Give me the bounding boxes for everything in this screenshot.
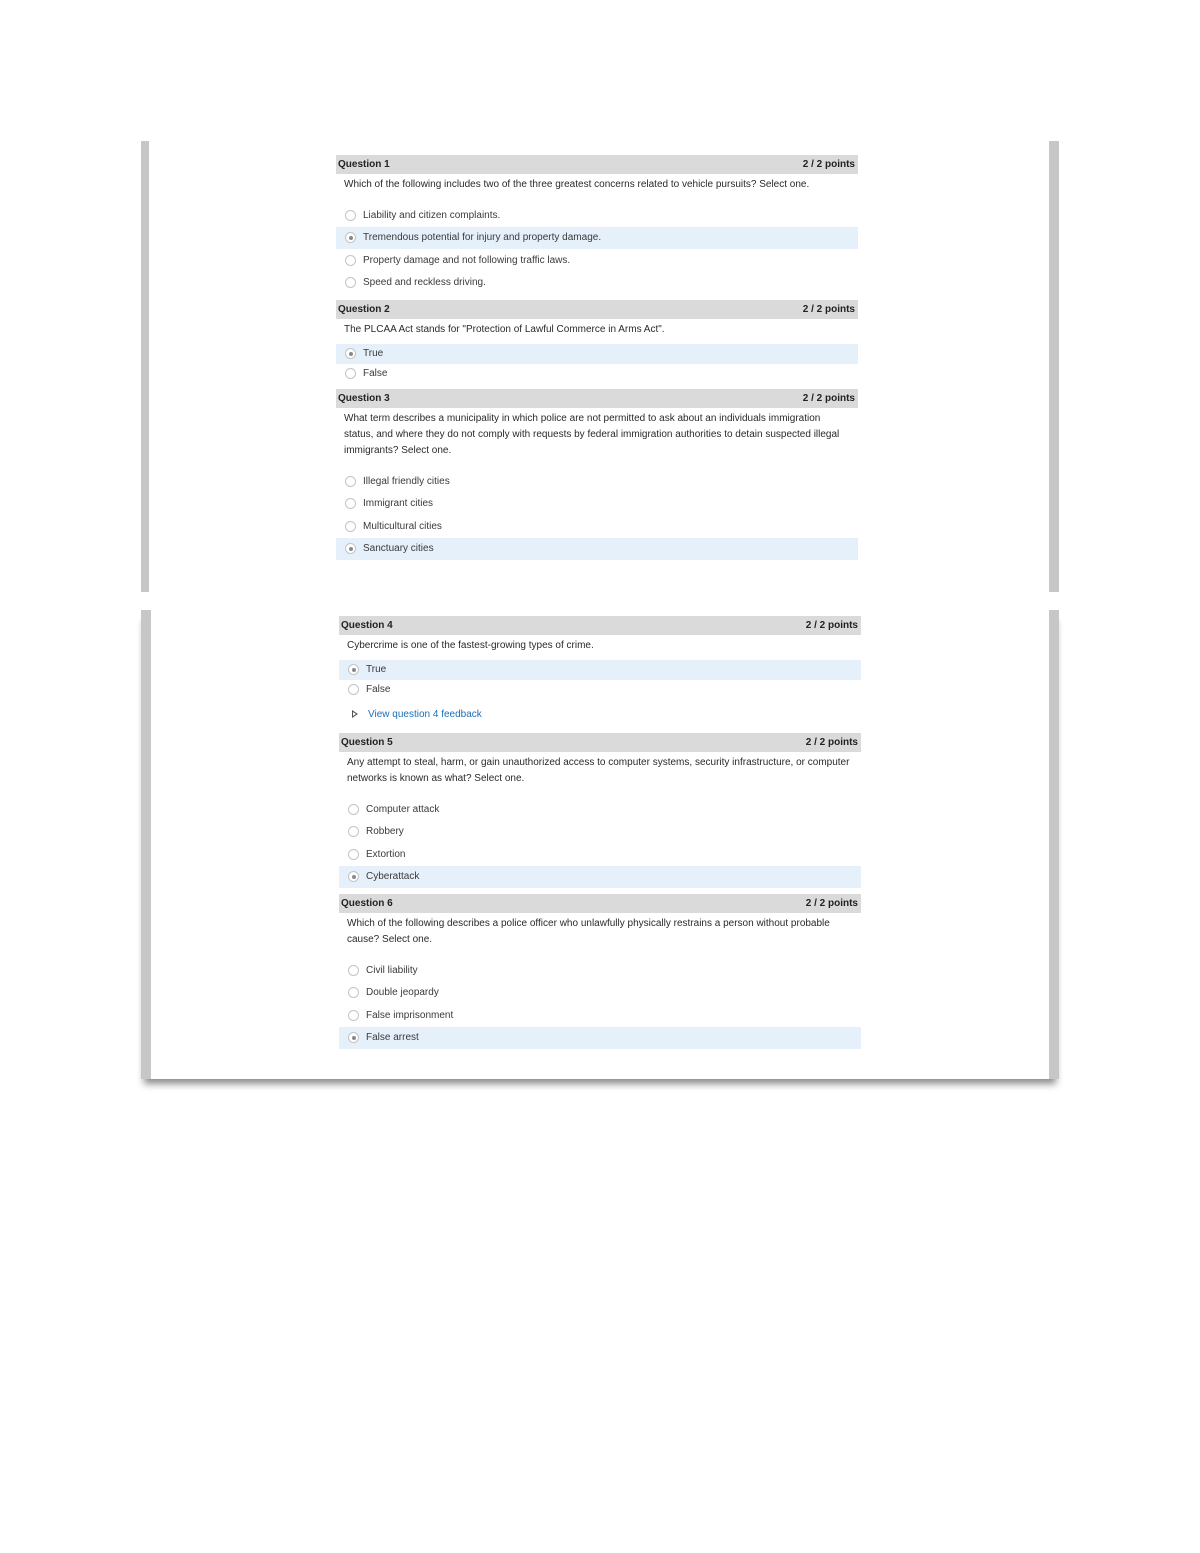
question-text: What term describes a municipality in which police are not permitted to ask about an individuals immigration status, and where they do not comply with requests by federal immigration authorities to detain suspected illegal immigrants? Select one.: [344, 413, 840, 456]
radio-button-checked[interactable]: [345, 232, 356, 243]
answer-option[interactable]: [339, 959, 861, 982]
question-text: Any attempt to steal, harm, or gain unauthorized access to computer systems, security infrastructure, or computer networks is known as what? Select one.: [347, 757, 850, 784]
question-header: [339, 616, 861, 635]
answer-label: Double jeopardy: [366, 987, 439, 999]
radio-button[interactable]: [345, 368, 356, 379]
question-title: Question 2: [338, 304, 390, 315]
question-points: 2 / 2 points: [802, 393, 855, 404]
answer-label: Liability and citizen complaints.: [363, 209, 501, 221]
answer-options: [336, 193, 858, 300]
answer-option-selected[interactable]: [339, 660, 861, 680]
question-title: Question 5: [341, 737, 393, 748]
answer-label: Robbery: [366, 826, 404, 838]
question-text: Cybercrime is one of the fastest-growing types of crime.: [347, 640, 594, 651]
feedback-link-label[interactable]: View question 4 feedback: [368, 708, 482, 720]
question-header: [336, 389, 858, 408]
triangle-right-icon: [352, 710, 358, 718]
answer-label: Sanctuary cities: [363, 543, 434, 555]
answer-option[interactable]: [336, 249, 858, 272]
radio-button-checked[interactable]: [345, 543, 356, 554]
answer-option-selected[interactable]: [339, 866, 861, 889]
answer-label: Immigrant cities: [363, 498, 434, 510]
answer-option[interactable]: [336, 272, 858, 295]
answer-option[interactable]: [339, 680, 861, 700]
answer-option[interactable]: [339, 1004, 861, 1027]
answer-label: Speed and reckless driving.: [363, 277, 486, 289]
question-header: [339, 894, 861, 913]
answer-option[interactable]: [339, 982, 861, 1005]
radio-button[interactable]: [345, 498, 356, 509]
answer-label: Property damage and not following traffic laws.: [363, 254, 571, 266]
radio-button[interactable]: [348, 849, 359, 860]
answer-option[interactable]: [339, 843, 861, 866]
question-header: [336, 155, 858, 174]
answer-label: False imprisonment: [366, 1009, 454, 1021]
answer-options: [339, 654, 861, 701]
question-6: [339, 894, 861, 1049]
radio-button[interactable]: [348, 804, 359, 815]
answer-label: Computer attack: [366, 803, 440, 815]
answer-label: Multicultural cities: [363, 520, 442, 532]
answer-option-selected[interactable]: [336, 227, 858, 250]
answer-label: True: [366, 664, 387, 676]
radio-button[interactable]: [345, 277, 356, 288]
radio-button[interactable]: [345, 476, 356, 487]
answer-options: [339, 948, 861, 1049]
question-title: Question 3: [338, 393, 390, 404]
quiz-results-list: [336, 155, 858, 566]
radio-button[interactable]: [348, 987, 359, 998]
question-points: 2 / 2 points: [805, 620, 858, 631]
answer-option[interactable]: [336, 364, 858, 384]
radio-button[interactable]: [345, 210, 356, 221]
radio-button[interactable]: [348, 826, 359, 837]
answer-option-selected[interactable]: [339, 1027, 861, 1050]
question-2: [336, 300, 858, 389]
question-3: [336, 389, 858, 566]
question-points: 2 / 2 points: [802, 159, 855, 170]
answer-option[interactable]: [336, 515, 858, 538]
answer-option-selected[interactable]: [336, 538, 858, 561]
question-text: Which of the following describes a police officer who unlawfully physically restrains a person without probable cause? Select one.: [347, 918, 830, 945]
radio-button-checked[interactable]: [348, 664, 359, 675]
answer-label: Illegal friendly cities: [363, 475, 450, 487]
question-text: Which of the following includes two of the three greatest concerns related to vehicle pursuits? Select one.: [344, 179, 810, 190]
quiz-results-list: [339, 616, 861, 1049]
answer-option-selected[interactable]: [336, 344, 858, 364]
question-5: [339, 733, 861, 894]
radio-button[interactable]: [348, 965, 359, 976]
screenshot-panel-1: [141, 141, 1059, 592]
question-title: Question 1: [338, 159, 390, 170]
radio-button[interactable]: [345, 255, 356, 266]
answer-label: True: [363, 348, 384, 360]
question-4: [339, 616, 861, 727]
answer-option[interactable]: [336, 470, 858, 493]
answer-label: Civil liability: [366, 964, 418, 976]
radio-button[interactable]: [348, 684, 359, 695]
question-header: [336, 300, 858, 319]
view-feedback-link[interactable]: [339, 701, 861, 727]
radio-button-checked[interactable]: [348, 1032, 359, 1043]
radio-button-checked[interactable]: [348, 871, 359, 882]
answer-label: Tremendous potential for injury and property damage.: [363, 232, 602, 244]
question-text: The PLCAA Act stands for "Protection of Lawful Commerce in Arms Act".: [344, 324, 665, 335]
radio-button[interactable]: [345, 521, 356, 532]
question-points: 2 / 2 points: [805, 737, 858, 748]
question-1: [336, 155, 858, 300]
answer-options: [339, 787, 861, 894]
question-points: 2 / 2 points: [805, 898, 858, 909]
screenshot-panel-2: [141, 610, 1059, 1079]
answer-label: False: [363, 367, 388, 379]
answer-label: False arrest: [366, 1032, 419, 1044]
question-header: [339, 733, 861, 752]
question-points: 2 / 2 points: [802, 304, 855, 315]
answer-option[interactable]: [339, 798, 861, 821]
radio-button-checked[interactable]: [345, 348, 356, 359]
answer-label: Cyberattack: [366, 871, 420, 883]
radio-button[interactable]: [348, 1010, 359, 1021]
answer-option[interactable]: [336, 204, 858, 227]
answer-label: Extortion: [366, 848, 406, 860]
question-title: Question 6: [341, 898, 393, 909]
answer-options: [336, 459, 858, 566]
answer-label: False: [366, 683, 391, 695]
question-title: Question 4: [341, 620, 393, 631]
answer-options: [336, 338, 858, 389]
answer-option[interactable]: [339, 821, 861, 844]
answer-option[interactable]: [336, 493, 858, 516]
